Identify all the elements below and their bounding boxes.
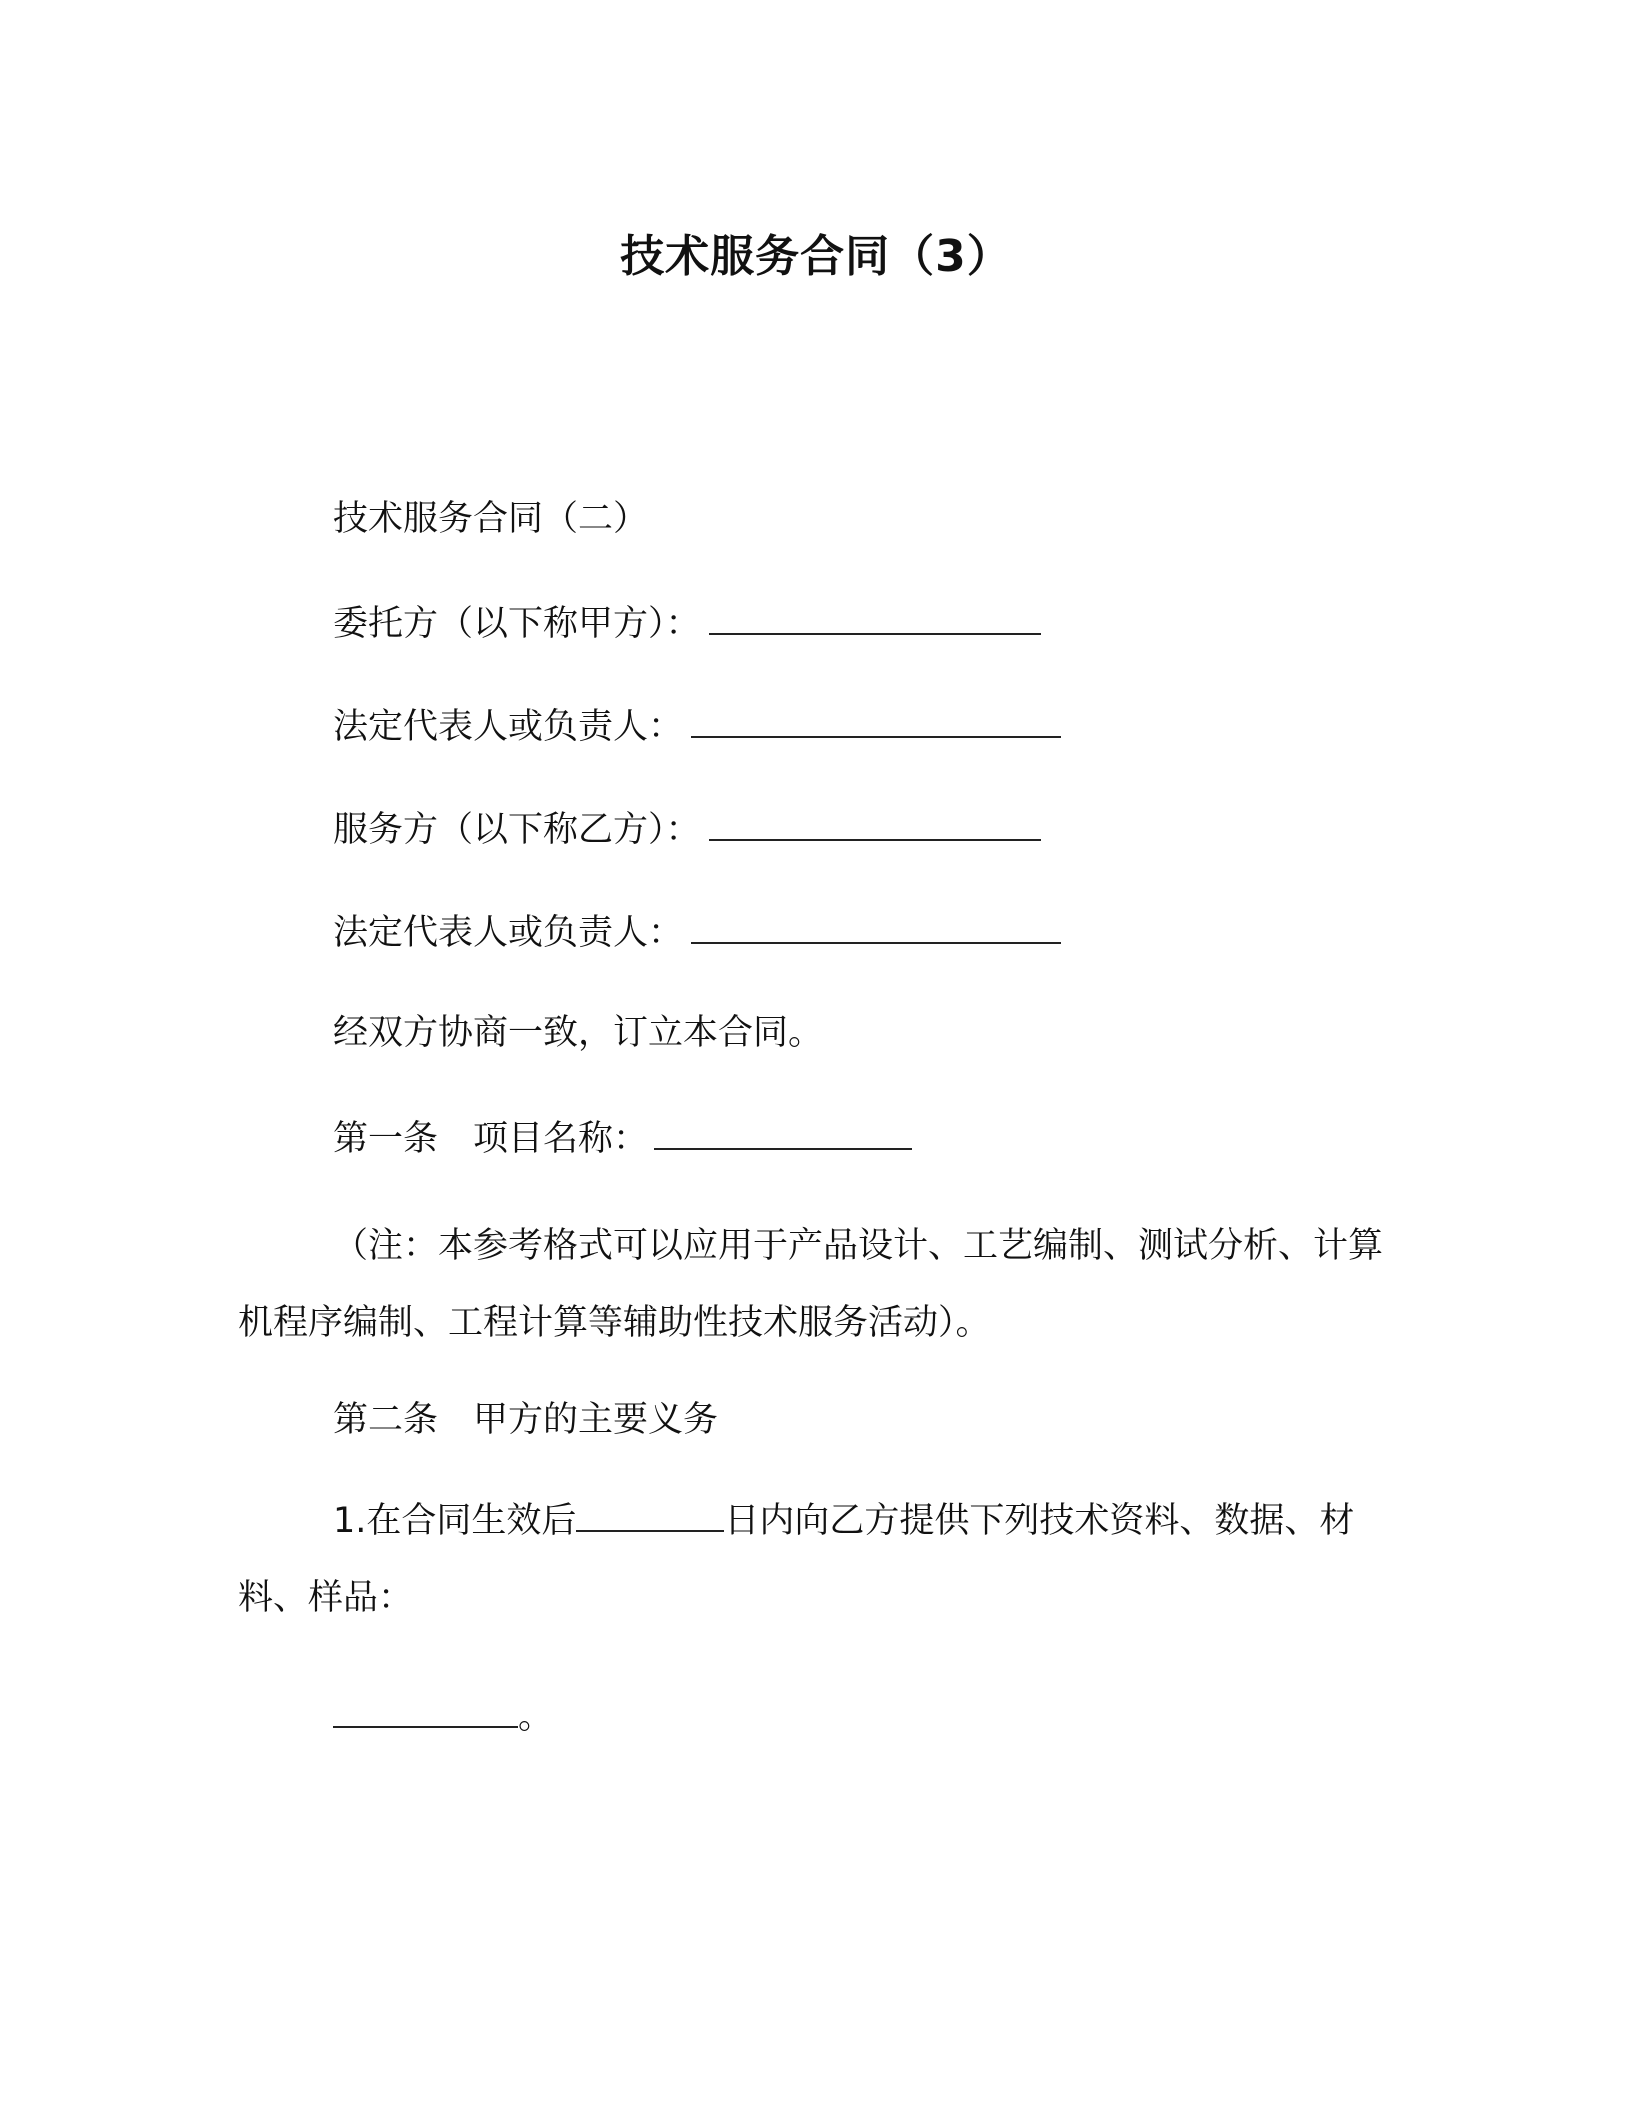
materials-blank <box>333 1692 518 1728</box>
party-b-line <box>333 805 1041 852</box>
item1-suffix: 日内向乙方提供下列技术资料、数据、材料、样品： <box>238 1501 1355 1618</box>
subtitle: 技术服务合同（二） <box>333 499 649 539</box>
materials-line <box>333 1692 553 1739</box>
item1-prefix: 1.在合同生效后 <box>333 1501 577 1541</box>
party-a-blank <box>709 599 1041 635</box>
days-blank <box>576 1496 724 1532</box>
party-b-rep-label: 法定代表人或负责人： <box>333 913 684 953</box>
party-b-blank <box>709 805 1041 841</box>
article1-line <box>333 1114 912 1161</box>
party-a-label: 委托方（以下称甲方）： <box>333 604 701 644</box>
party-a-rep-label: 法定代表人或负责人： <box>333 707 684 747</box>
agreement-text: 经双方协商一致，订立本合同。 <box>333 1013 824 1053</box>
article1-heading: 第一条 项目名称： <box>333 1119 649 1159</box>
materials-end: 。 <box>518 1697 554 1737</box>
article2-heading: 第二条 甲方的主要义务 <box>333 1400 719 1440</box>
party-b-label: 服务方（以下称乙方）： <box>333 810 701 850</box>
party-b-rep-blank <box>691 908 1061 944</box>
note-paragraph: （注：本参考格式可以应用于产品设计、工艺编制、测试分析、计算机程序编制、工程计算等辅助性技术服务活动）。 <box>238 1226 1384 1343</box>
document-title: 技术服务合同（3） <box>620 231 1012 282</box>
project-name-blank <box>654 1114 912 1150</box>
party-a-line <box>333 599 1041 646</box>
party-a-rep-blank <box>691 702 1061 738</box>
item1-paragraph <box>238 1483 1383 1637</box>
party-b-rep-line <box>333 908 1061 955</box>
party-a-rep-line <box>333 702 1061 749</box>
